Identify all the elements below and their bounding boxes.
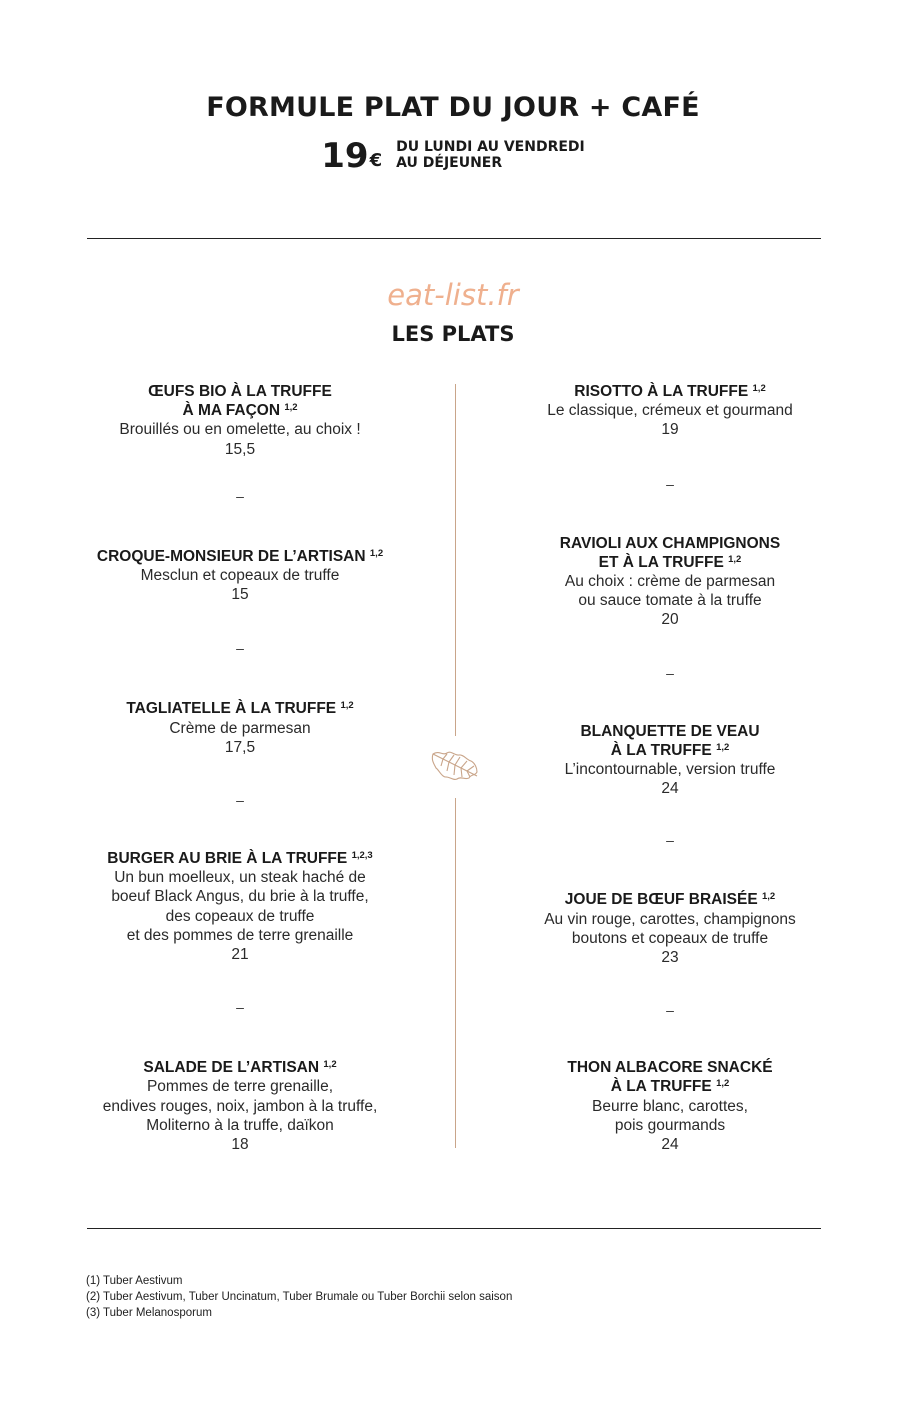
top-rule <box>87 238 821 239</box>
dish-name-text: TAGLIATELLE À LA TRUFFE <box>126 700 337 718</box>
dish-name-text: JOUE DE BŒUF BRAISÉE <box>564 891 758 909</box>
dishes-left-column <box>60 382 420 1154</box>
menu-dish <box>490 1058 850 1154</box>
column-divider-lower <box>455 798 456 1148</box>
menu-dish <box>60 382 420 459</box>
dish-name-line <box>60 547 420 566</box>
dish-description: L’incontournable, version truffe <box>564 761 776 779</box>
menu-dish <box>490 534 850 630</box>
dish-name-line <box>490 534 850 553</box>
dish-separator: – <box>236 999 244 1016</box>
truffle-reference: 1,2 <box>340 700 354 712</box>
dish-name <box>490 722 850 760</box>
dish-description: Au vin rouge, carottes, champignons <box>544 910 796 928</box>
dish-name <box>60 699 420 718</box>
dish-price: 24 <box>661 1136 679 1154</box>
dish-name-text: À LA TRUFFE <box>610 1078 712 1096</box>
dish-separator: – <box>666 475 674 492</box>
dish-description: Au choix : crème de parmesan <box>564 573 776 591</box>
formule-price-row <box>0 136 906 176</box>
dish-separator: – <box>666 1002 674 1019</box>
dish-description: pois gourmands <box>614 1116 726 1134</box>
dish-description: et des pommes de terre grenaille <box>126 926 354 944</box>
watermark: eat-list.fr <box>387 278 519 312</box>
dish-price: 23 <box>661 949 679 967</box>
menu-dish <box>60 699 420 757</box>
formule-title: FORMULE PLAT DU JOUR + CAFÉ <box>206 92 700 123</box>
dish-name <box>490 1058 850 1096</box>
dish-description: ou sauce tomate à la truffe <box>578 592 762 610</box>
dish-name-line <box>490 1058 850 1077</box>
dish-name-text: BLANQUETTE DE VEAU <box>580 722 760 740</box>
truffle-reference: 1,2 <box>762 891 776 903</box>
dish-name-line <box>490 722 850 741</box>
truffle-reference: 1,2 <box>323 1059 337 1071</box>
dish-name-line <box>60 1058 420 1077</box>
truffle-reference: 1,2 <box>752 383 766 394</box>
footnote-1: (1) Tuber Aestivum <box>86 1275 183 1287</box>
dish-separator: – <box>236 640 244 657</box>
dish-separator: – <box>666 664 674 681</box>
dish-price: 17,5 <box>224 738 256 756</box>
dish-description: Pommes de terre grenaille, <box>146 1078 334 1096</box>
dish-name-text: À MA FAÇON <box>182 402 281 420</box>
footnote-2: (2) Tuber Aestivum, Tuber Uncinatum, Tuber Brumale ou Tuber Borchii selon saison <box>86 1291 513 1303</box>
column-divider-upper <box>455 384 456 736</box>
dish-description: Crème de parmesan <box>169 719 311 737</box>
formule-days: DU LUNDI AU VENDREDI <box>396 139 585 155</box>
dish-name-line <box>60 401 420 420</box>
dish-price: 15 <box>231 586 249 604</box>
dish-price: 15,5 <box>224 440 256 458</box>
dish-description: Un bun moelleux, un steak haché de <box>114 869 366 887</box>
menu-dish <box>60 547 420 605</box>
dish-name-text: ET À LA TRUFFE <box>598 553 724 571</box>
footnotes <box>86 1273 512 1321</box>
dishes-right-column <box>490 382 850 1154</box>
menu-dish <box>490 382 850 440</box>
dish-description: Le classique, crémeux et gourmand <box>547 402 793 420</box>
dish-name-line <box>60 699 420 718</box>
section-title: LES PLATS <box>391 322 515 346</box>
dish-name-text: BURGER AU BRIE À LA TRUFFE <box>107 850 348 868</box>
dish-separator: – <box>666 832 674 849</box>
truffle-reference: 1,2 <box>284 402 298 414</box>
formule-price-value: 19 <box>321 136 369 176</box>
bottom-rule <box>87 1228 821 1229</box>
dish-price: 21 <box>231 946 249 964</box>
dish-description: endives rouges, noix, jambon à la truffe, <box>102 1097 378 1115</box>
dish-price: 20 <box>661 611 679 629</box>
dish-name-text: SALADE DE L’ARTISAN <box>143 1059 320 1077</box>
dish-description: Beurre blanc, carottes, <box>592 1097 748 1115</box>
dish-description: des copeaux de truffe <box>165 907 315 925</box>
truffle-reference: 1,2,3 <box>351 850 373 862</box>
dish-price: 24 <box>661 780 679 798</box>
formule-price <box>321 136 383 176</box>
dish-name-line <box>490 553 850 572</box>
menu-dish <box>490 722 850 799</box>
formule-meal: AU DÉJEUNER <box>396 155 503 171</box>
truffle-reference: 1,2 <box>369 547 384 559</box>
dish-description: Brouillés ou en omelette, au choix ! <box>119 421 361 439</box>
dish-description: boutons et copeaux de truffe <box>571 929 769 947</box>
dish-price: 18 <box>231 1136 249 1154</box>
dish-name-text: RAVIOLI AUX CHAMPIGNONS <box>559 534 781 552</box>
dish-name <box>60 1058 420 1077</box>
dish-price: 19 <box>661 421 679 439</box>
dish-name <box>490 534 850 572</box>
dish-name-line <box>60 382 420 401</box>
dish-name-text: ŒUFS BIO À LA TRUFFE <box>148 383 332 400</box>
dish-name-line <box>60 849 420 868</box>
dish-name-line <box>490 382 850 401</box>
dish-name-line <box>490 741 850 760</box>
footnote-3: (3) Tuber Melanosporum <box>86 1307 212 1319</box>
menu-dish <box>490 890 850 967</box>
leaf-icon <box>429 746 481 788</box>
dish-name-line <box>490 890 850 909</box>
menu-dish <box>60 849 420 964</box>
menu-dish <box>60 1058 420 1154</box>
formule-availability <box>396 139 585 171</box>
formule-header <box>0 92 906 176</box>
dish-name <box>60 849 420 868</box>
truffle-reference: 1,2 <box>716 741 730 753</box>
truffle-reference: 1,2 <box>728 553 742 565</box>
formule-price-currency: € <box>369 150 383 171</box>
dish-name-text: RISOTTO À LA TRUFFE <box>574 383 749 400</box>
dish-description: Moliterno à la truffe, daïkon <box>146 1116 334 1134</box>
dish-description: Mesclun et copeaux de truffe <box>140 567 340 585</box>
dish-separator: – <box>236 487 244 504</box>
dish-name-text: CROQUE-MONSIEUR DE L’ARTISAN <box>96 547 366 565</box>
dish-separator: – <box>236 792 244 809</box>
dish-name-line <box>490 1077 850 1096</box>
dish-name-text: À LA TRUFFE <box>610 741 712 759</box>
dish-description: boeuf Black Angus, du brie à la truffe, <box>111 888 369 906</box>
dish-name-text: THON ALBACORE SNACKÉ <box>567 1059 773 1077</box>
dish-name <box>60 547 420 566</box>
dish-name <box>490 382 850 401</box>
dish-name <box>60 382 420 420</box>
dish-name <box>490 890 850 909</box>
truffle-reference: 1,2 <box>716 1078 730 1090</box>
